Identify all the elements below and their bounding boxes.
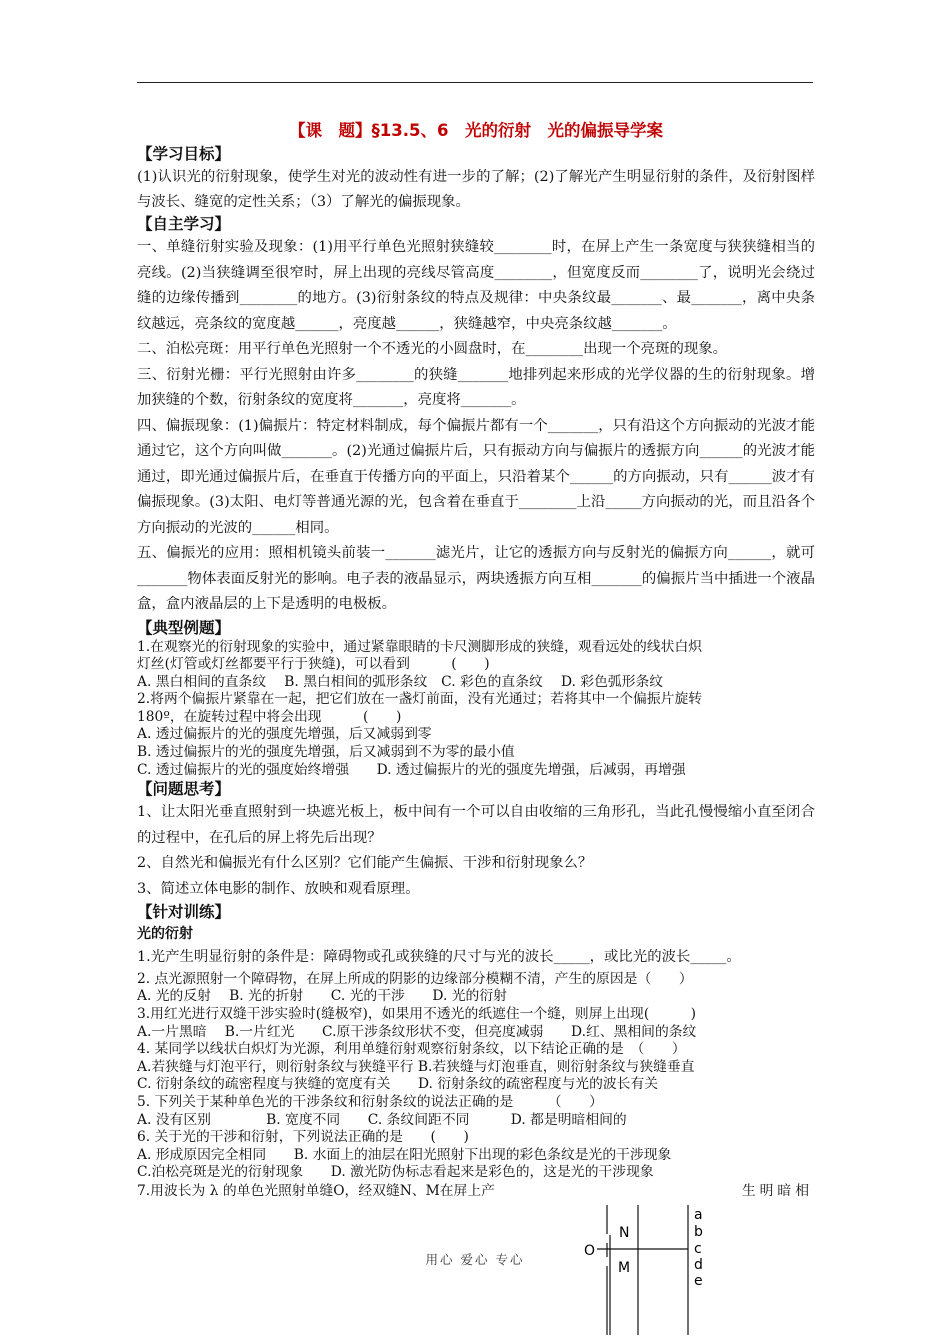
training-question-1: 1.光产生明显衍射的条件是：障碍物或孔或狭缝的尺寸与光的波长_____，或比光的波长_____。 <box>137 949 741 966</box>
slit-label-m: M <box>618 1260 631 1276</box>
double-slit-diagram <box>580 1205 710 1335</box>
document-body <box>137 118 815 1200</box>
training-heading: 【针对训练】 <box>137 903 231 922</box>
screen-point-e: e <box>694 1273 703 1289</box>
training-line: 5. 下列关于某种单色光的干涉条纹和衍射条纹的说法正确的是 （ ） <box>137 1093 603 1110</box>
question-7-right: 生明暗相 <box>741 1182 813 1199</box>
self-study-part-1: 一、单缝衍射实验及现象：(1)用平行单色光照射狭缝较________时，在屏上产生一条宽度与狭狭缝相当的亮线。(2)当狭缝调至很窄时，屏上出现的亮线尽管高度________，但宽度反而________了，说明光会绕过缝的边缘传播到________的地方。(3)衍射条纹的特点及规律：中央条纹最_______、最_______，离中央条纹越远，亮条纹的宽度越______，亮度越______，狭缝越窄，中央亮条纹越_______。 <box>137 239 815 332</box>
goals-heading: 【学习目标】 <box>137 145 231 163</box>
training-line: A. 没有区别 B. 宽度不同 C. 条纹间距不同 D. 都是明暗相间的 <box>137 1111 627 1128</box>
self-study-part-3: 三、衍射光栅：平行光照射由许多________的狭缝_______地排列起来形成的光学仪器的生的衍射现象。增加狭缝的个数，衍射条纹的宽度将_______，亮度将_______。 <box>137 366 815 408</box>
thinking-question-2: 2、自然光和偏振光有什么区别？它们能产生偏振、干涉和衍射现象么？ <box>137 855 593 872</box>
training-line: A.一片黑暗 B.一片红光 C.原干涉条纹形状不变，但亮度减弱 D.红、黑相间的条纹 <box>137 1023 697 1040</box>
training-line: C. 衍射条纹的疏密程度与狭缝的宽度有关 D. 衍射条纹的疏密程度与光的波长有关 <box>137 1076 659 1093</box>
example-line: A. 黑白相间的直条纹 B. 黑白相间的弧形条纹 C. 彩色的直条纹 D. 彩色弧形条纹 <box>137 673 664 690</box>
self-study-part-2: 二、泊松亮斑：用平行单色光照射一个不透光的小圆盘时，在________出现一个亮斑的现象。 <box>137 341 728 357</box>
example-line: 1.在观察光的衍射现象的实验中，通过紧靠眼睛的卡尺测脚形成的狭缝，观看远处的线状白炽 <box>137 638 703 655</box>
page-title: 【课 题】§13.5、6 光的衍射 光的偏振导学案 <box>289 121 663 140</box>
training-line: 3.用红光进行双缝干涉实验时(缝极窄)，如果用不透光的纸遮住一个缝，则屏上出现( ) <box>137 1005 696 1022</box>
page-footer: 用心 爱心 专心 <box>425 1252 525 1267</box>
examples-heading: 【典型例题】 <box>137 618 231 637</box>
thinking-heading: 【问题思考】 <box>137 780 231 799</box>
training-subheading: 光的衍射 <box>137 926 193 943</box>
thinking-question-1: 1、让太阳光垂直照射到一块遮光板上，板中间有一个可以自由收缩的三角形孔，当此孔慢慢缩小直至闭合的过程中，在孔后的屏上将先后出现？ <box>137 804 815 846</box>
question-7-left: 7.用波长为 λ 的单色光照射单缝O，经双缝N、M在屏上产 <box>137 1182 495 1199</box>
training-line: A. 光的反射 B. 光的折射 C. 光的干涉 D. 光的衍射 <box>137 988 507 1005</box>
training-line: A.若狭缝与灯泡平行，则衍射条纹与狭缝平行 B.若狭缝与灯泡垂直，则衍射条纹与狭缝垂直 <box>137 1058 695 1075</box>
training-line: 6. 关于光的干涉和衍射，下列说法正确的是 ( ) <box>137 1129 469 1146</box>
self-study-part-4: 四、偏振现象：(1)偏振片：特定材料制成，每个偏振片都有一个_______，只有沿这个方向振动的光波才能通过它，这个方向叫做_______。(2)光通过偏振片后，只有振动方向与偏振片的透振方向______的光波才能通过，即光通过偏振片后，在垂直于传播方向的平面上，只沿着某个______的方向振动，只有______波才有偏振现象。(3)太阳、电灯等普通光源的光，包含着在垂直于________上沿_____方向振动的光，而且沿各个方向振动的光波的______相同。 <box>137 417 815 536</box>
goals-text: (1)认识光的衍射现象，使学生对光的波动性有进一步的了解；(2)了解光产生明显衍射的条件，及衍射图样与波长、缝宽的定性关系；（3）了解光的偏振现象。 <box>137 169 815 210</box>
thinking-question-3: 3、简述立体电影的制作、放映和观看原理。 <box>137 880 420 897</box>
example-line: 180º，在旋转过程中将会出现 ( ) <box>137 708 402 725</box>
training-question-7 <box>137 1182 815 1200</box>
self-study-part-5: 五、偏振光的应用：照相机镜头前装一_______滤光片，让它的透振方向与反射光的偏振方向______，就可_______物体表面反射光的影响。电子表的液晶显示，两块透振方向互相_______的偏振片当中插进一个液晶盒，盒内液晶层的上下是透明的电极板。 <box>137 545 815 612</box>
header-rule <box>137 82 813 83</box>
training-line: 4. 某同学以线状白炽灯为光源，利用单缝衍射观察衍射条纹，以下结论正确的是 （ ） <box>137 1041 686 1058</box>
training-line: C.泊松亮斑是光的衍射现象 D. 激光防伪标志看起来是彩色的，这是光的干涉现象 <box>137 1164 654 1181</box>
source-label-o: O <box>584 1243 596 1259</box>
screen-point-d: d <box>694 1257 703 1273</box>
self-study-heading: 【自主学习】 <box>137 215 231 233</box>
example-line: B. 透过偏振片的光的强度先增强，后又减弱到不为零的最小值 <box>137 744 515 761</box>
slit-label-n: N <box>619 1225 630 1241</box>
example-line: 灯丝(灯管或灯丝都要平行于狭缝)，可以看到 ( ) <box>137 656 490 673</box>
example-line: A. 透过偏振片的光的强度先增强，后又减弱到零 <box>137 726 432 743</box>
screen-point-b: b <box>694 1224 703 1240</box>
screen-point-c: c <box>694 1241 702 1257</box>
example-line: 2.将两个偏振片紧靠在一起，把它们放在一盏灯前面，没有光通过；若将其中一个偏振片旋转 <box>137 691 703 708</box>
screen-point-a: a <box>694 1207 703 1223</box>
training-line: 2. 点光源照射一个障碍物，在屏上所成的阴影的边缘部分模糊不清，产生的原因是（ ） <box>137 970 693 987</box>
training-line: A. 形成原因完全相同 B. 水面上的油层在阳光照射下出现的彩色条纹是光的干涉现象 <box>137 1146 672 1163</box>
example-line: C. 透过偏振片的光的强度始终增强 D. 透过偏振片的光的强度先增强，后减弱，再增强 <box>137 761 686 778</box>
